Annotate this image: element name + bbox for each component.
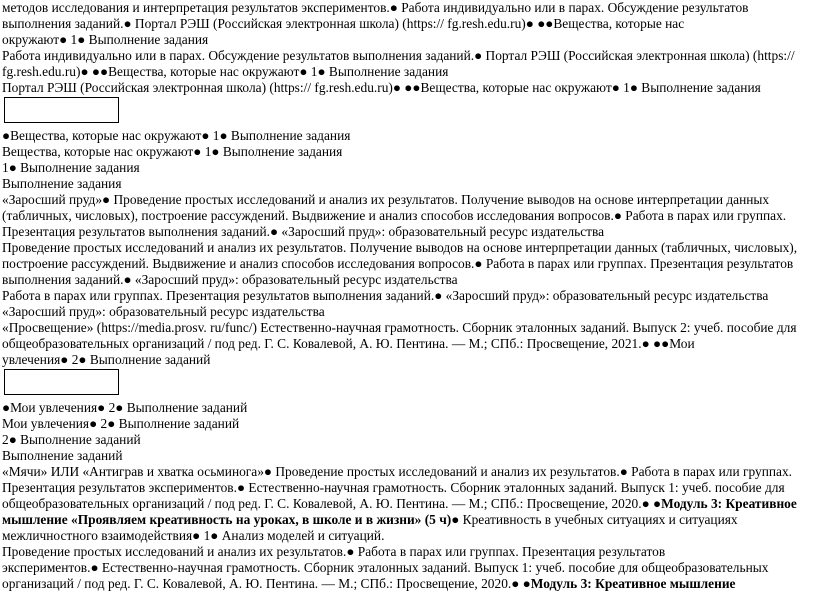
text-line: Работа индивидуально или в парах. Обсуждение результатов выполнения заданий.● Портал РЭШ (Российская электронная школа) (https:// [2, 48, 795, 63]
text-line: Выполнение заданий [2, 448, 123, 463]
text-line: fg.resh.edu.ru)● ●●Вещества, которые нас окружают● 1● Выполнение задания [2, 64, 449, 79]
module-heading: Модуль 3: Креативное [661, 496, 797, 511]
text-line: «Просвещение» (https://media.prosv. ru/func/) Естественно-научная грамотность. Сборник эталонных заданий. Выпуск 2: учеб. пособие для [2, 320, 797, 335]
text-line: экспериментов.● Естественно-научная грамотность. Сборник эталонных заданий. Выпуск 1: учеб. пособие для общеобразовательных [2, 560, 769, 575]
text-line: Выполнение задания [2, 176, 122, 191]
text-line: построение рассуждений. Выдвижение и анализ способов исследования вопросов.● Работа в парах или группах. Презентация результатов [2, 256, 794, 271]
text-line [2, 512, 812, 528]
text-line: 1● Выполнение задания [2, 160, 140, 175]
text-line: общеобразовательных организаций / под ред. Г. С. Ковалевой, А. Ю. Пентина. — М.; СПб.: Просвещение, 2021.● ●●Мои [2, 336, 695, 351]
text-segment: ● Креативность в учебных ситуациях и ситуациях [451, 512, 738, 527]
text-segment: организаций / под ред. Г. С. Ковалевой, А. Ю. Пентина. — М.; СПб.: Просвещение, 2020.● ● [2, 576, 531, 591]
text-line [2, 576, 812, 592]
empty-box [4, 97, 119, 123]
module-heading: Модуль 3: Креативное мышление [530, 576, 736, 591]
text-line: Проведение простых исследований и анализ их результатов.● Работа в парах или группах. Презентация результатов [2, 544, 666, 559]
text-line: Работа в парах или группах. Презентация результатов выполнения заданий.● «Заросший пруд»: образовательный ресурс издательства [2, 288, 769, 303]
text-line: окружают● 1● Выполнение задания [2, 32, 209, 47]
text-line: Презентация результатов экспериментов.● Естественно-научная грамотность. Сборник эталонных заданий. Выпуск 1: учеб. пособие для [2, 480, 785, 495]
text-line: «Заросший пруд»: образовательный ресурс издательства [2, 304, 325, 319]
text-line: Презентация результатов выполнения заданий.● «Заросший пруд»: образовательный ресурс издательства [2, 224, 605, 239]
text-line: Мои увлечения● 2● Выполнение заданий [2, 416, 240, 431]
text-line: выполнения заданий.● «Заросший пруд»: образовательный ресурс издательства [2, 272, 458, 287]
text-line: увлечения● 2● Выполнение заданий [2, 352, 211, 367]
text-line: (табличных, числовых), построение рассуждений. Выдвижение и анализ способов исследования вопросов.● Работа в парах или группах. [2, 208, 787, 223]
text-segment: общеобразовательных организаций / под ред. Г. С. Ковалевой, А. Ю. Пентина. — М.; СПб.: Просвещение, 2020.● ● [2, 496, 662, 511]
text-line [2, 496, 812, 512]
text-line: выполнения заданий.● Портал РЭШ (Российская электронная школа) (https:// fg.resh.edu.ru)● ●●Вещества, которые нас [2, 16, 685, 31]
text-line: ●Вещества, которые нас окружают● 1● Выполнение задания [2, 128, 351, 143]
text-line: «Заросший пруд»● Проведение простых исследований и анализ их результатов. Получение выводов на основе интерпретации данных [2, 192, 770, 207]
module-heading: мышление «Проявляем креативность на уроках, в школе и в жизни» (5 ч) [2, 512, 452, 527]
text-line: Портал РЭШ (Российская электронная школа) (https:// fg.resh.edu.ru)● ●●Вещества, которые нас окружают● 1● Выполнение задания [2, 80, 761, 95]
text-line: методов исследования и интерпретация результатов экспериментов.● Работа индивидуально или в парах. Обсуждение результатов [2, 0, 749, 15]
text-line: 2● Выполнение заданий [2, 432, 141, 447]
empty-box [4, 369, 119, 395]
text-line: межличностного взаимодействия● 1● Анализ моделей и ситуаций. [2, 528, 385, 543]
text-line: ●Мои увлечения● 2● Выполнение заданий [2, 400, 248, 415]
text-line: «Мячи» ИЛИ «Антиграв и хватка осьминога»● Проведение простых исследований и анализ их результатов.● Работа в парах или группах. [2, 464, 793, 479]
text-line: Вещества, которые нас окружают● 1● Выполнение задания [2, 144, 343, 159]
text-line: Проведение простых исследований и анализ их результатов. Получение выводов на основе интерпретации данных (табличных, числовых), [2, 240, 798, 255]
